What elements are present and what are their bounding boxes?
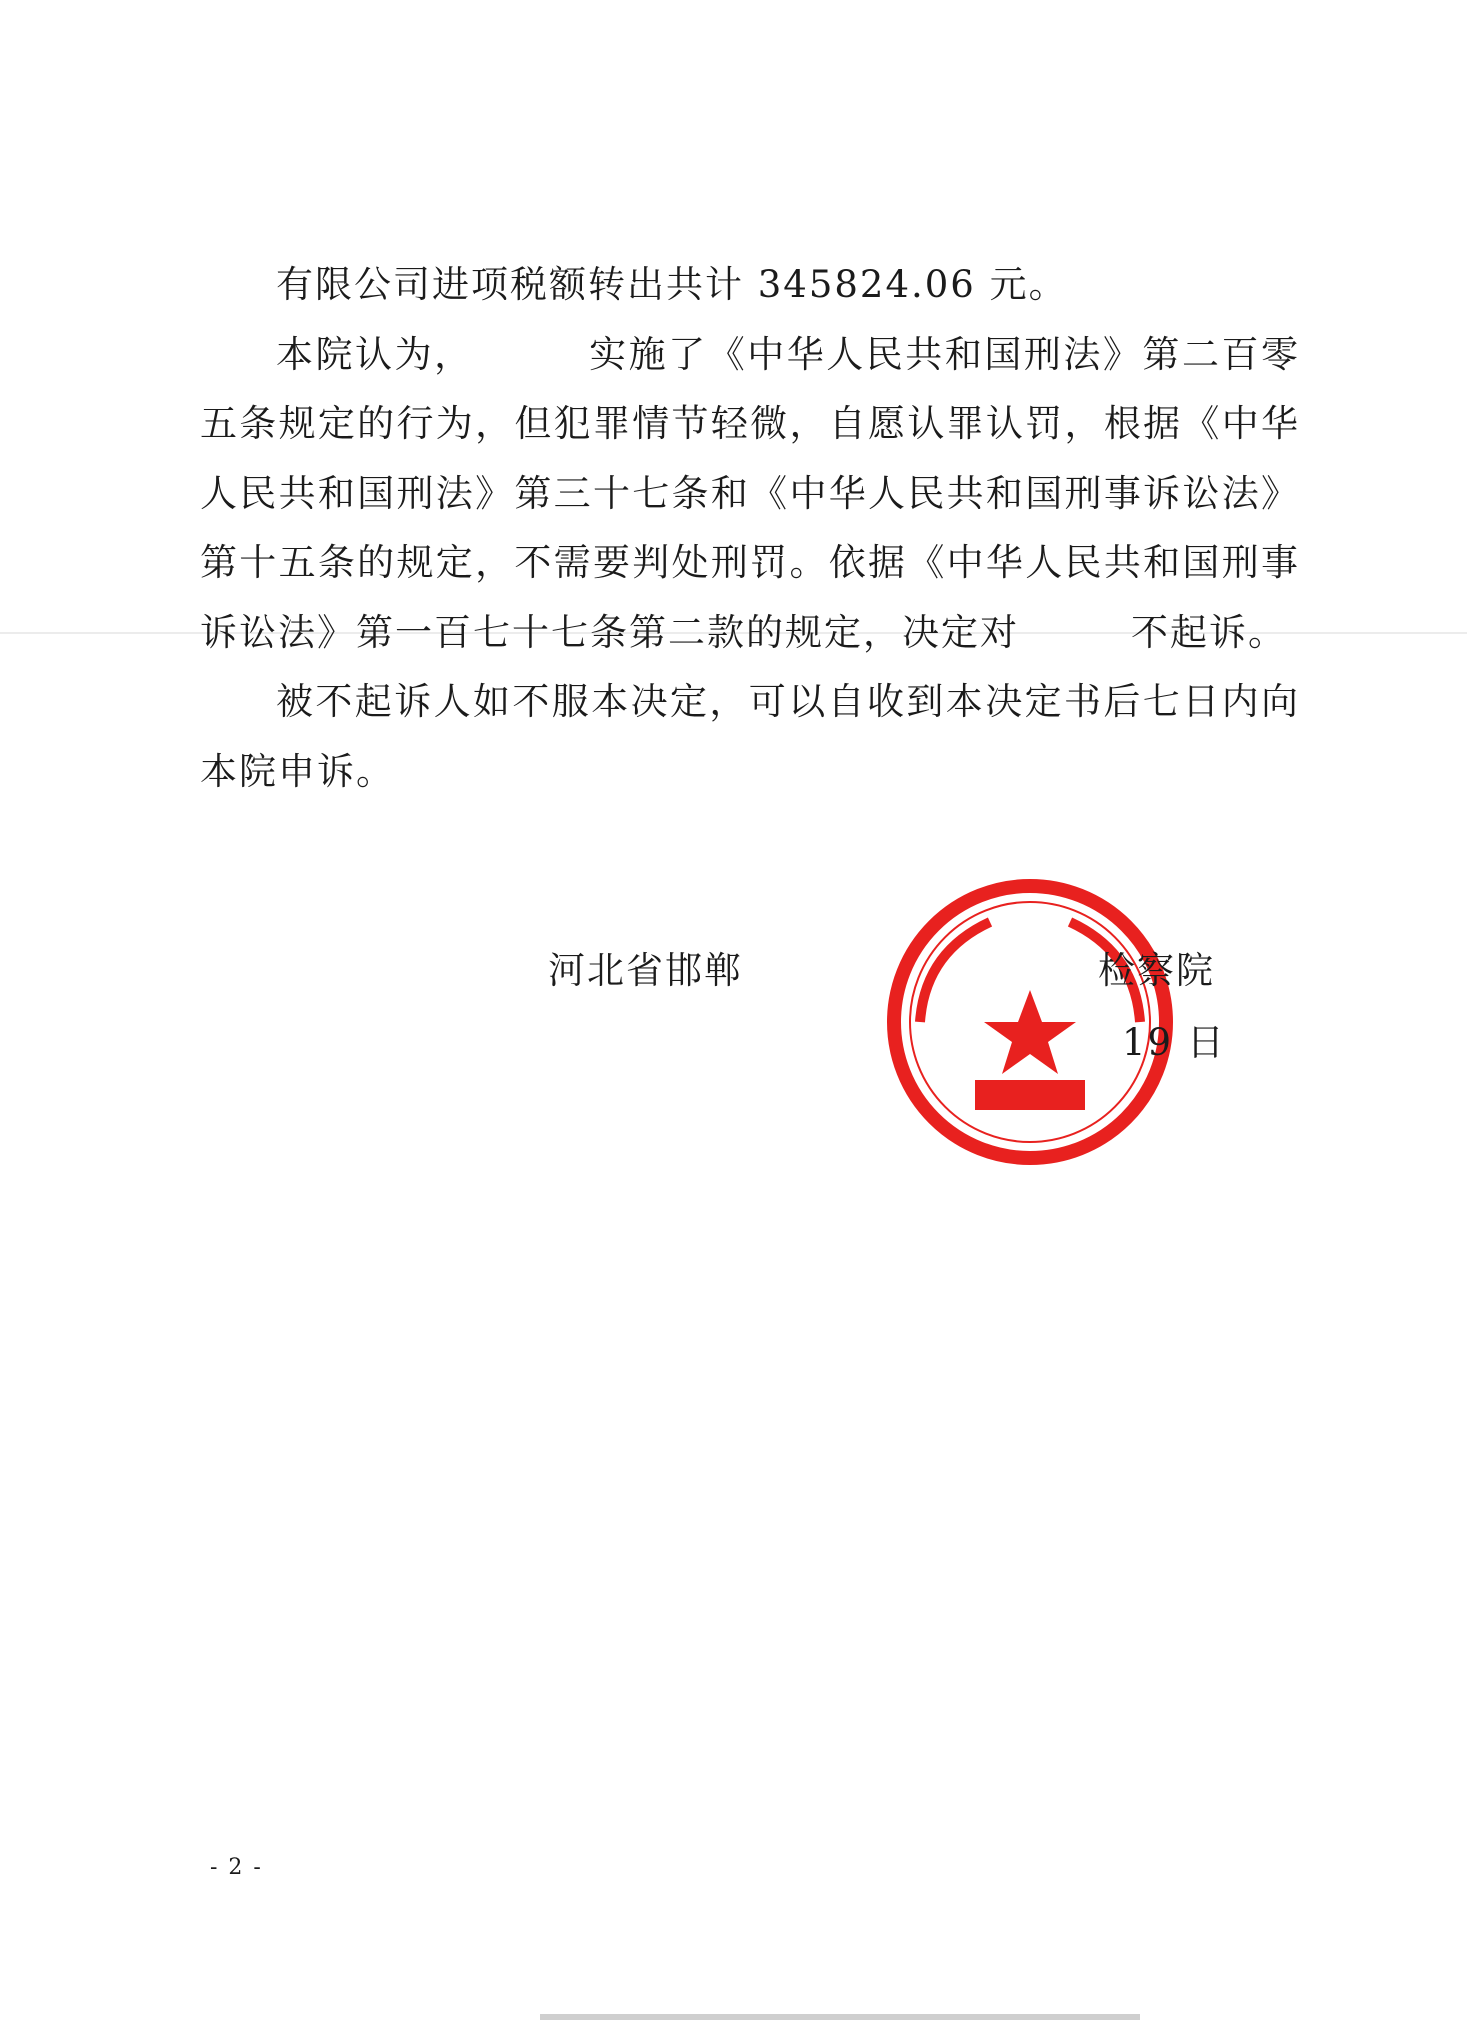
paragraph-court-opinion [200, 320, 1300, 668]
opinion-decision: 不起诉。 [1131, 610, 1287, 654]
paragraph-appeal-notice [200, 667, 1300, 806]
signature-org: 河北省邯郸 [548, 949, 743, 992]
page-number: - 2 - [210, 1855, 263, 1880]
signature-org-suffix: 检察院 [1098, 949, 1215, 992]
signature-date: 19 日 [1122, 1021, 1226, 1064]
paragraph-tax-amount [200, 250, 1300, 320]
opinion-body: 实施了《中华人民共和国刑法》第二百零五条规定的行为，但犯罪情节轻微，自愿认罪认罚，根据《中华人民共和国刑法》第三十七条和《中华人民共和国刑事诉讼法》第十五条的规定，不需要判处刑罚。依据《中华人民共和国刑事诉讼法》第一百七十七条第二款的规定，决定对 [200, 332, 1300, 654]
scan-bottom-edge [540, 2014, 1140, 2020]
opinion-lead: 本院认为， [276, 332, 474, 376]
document-body [200, 250, 1300, 806]
tax-amount-text: 有限公司进项税额转出共计 345824.06 元。 [276, 263, 1068, 306]
appeal-text: 被不起诉人如不服本决定，可以自收到本决定书后七日内向本院申诉。 [200, 680, 1300, 793]
